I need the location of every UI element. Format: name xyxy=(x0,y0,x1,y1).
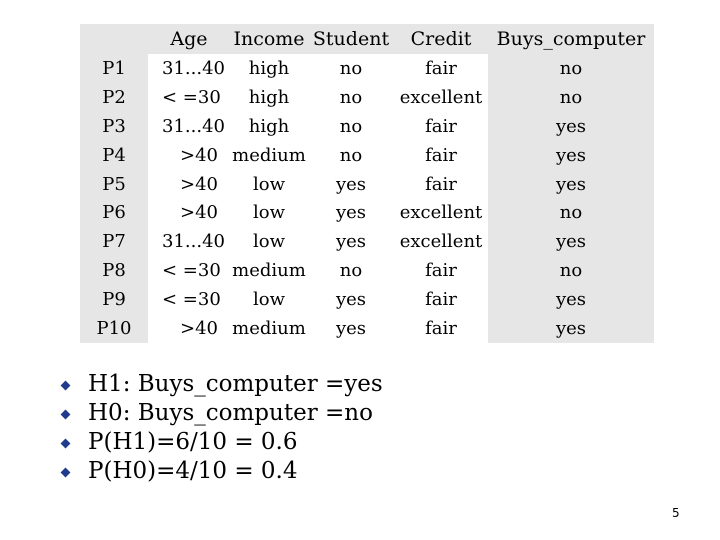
header-income: Income xyxy=(230,24,308,54)
page-number: 5 xyxy=(672,506,680,520)
cell-student: no xyxy=(339,57,363,79)
buys-computer-table xyxy=(80,24,654,343)
cell-student: no xyxy=(339,115,363,137)
cell-student: no xyxy=(339,144,363,166)
cell-buys-computer: yes xyxy=(488,285,654,314)
cell-age: < =30 xyxy=(162,86,221,108)
cell-credit: fair xyxy=(425,144,457,166)
cell-buys-computer: yes xyxy=(488,141,654,170)
cell-id: P4 xyxy=(80,141,148,170)
hypothesis-list xyxy=(62,370,383,486)
cell-credit: fair xyxy=(425,57,457,79)
cell-student: no xyxy=(339,260,363,282)
cell-student: yes xyxy=(335,231,367,253)
cell-buys-computer: yes xyxy=(488,112,654,141)
cell-buys-computer: yes xyxy=(488,227,654,256)
cell-age: >40 xyxy=(180,144,218,166)
table-row xyxy=(80,170,654,199)
header-age: Age xyxy=(148,24,230,54)
cell-buys-computer: yes xyxy=(488,314,654,343)
cell-credit: fair xyxy=(425,289,457,311)
cell-id: P8 xyxy=(80,256,148,285)
table-row xyxy=(80,256,654,285)
cell-id: P1 xyxy=(80,54,148,83)
cell-credit: excellent xyxy=(399,202,483,224)
cell-student: no xyxy=(339,86,363,108)
diamond-bullet-icon xyxy=(61,468,71,478)
table-row xyxy=(80,314,654,343)
cell-id: P7 xyxy=(80,227,148,256)
cell-age: >40 xyxy=(180,173,218,195)
cell-buys-computer: no xyxy=(488,83,654,112)
cell-id: P2 xyxy=(80,83,148,112)
cell-id: P6 xyxy=(80,198,148,227)
cell-age: < =30 xyxy=(162,289,221,311)
cell-buys-computer: no xyxy=(488,198,654,227)
cell-credit: fair xyxy=(425,317,457,339)
diamond-bullet-icon xyxy=(61,381,71,391)
list-item xyxy=(62,399,383,428)
bullet-text: P(H1)=6/10 = 0.6 xyxy=(88,429,298,455)
cell-credit: fair xyxy=(425,173,457,195)
table-row xyxy=(80,54,654,83)
cell-id: P5 xyxy=(80,170,148,199)
cell-income: medium xyxy=(232,260,306,282)
bullet-text: P(H0)=4/10 = 0.4 xyxy=(88,458,298,484)
cell-income: high xyxy=(248,57,290,79)
cell-income: low xyxy=(252,289,285,311)
table-header-row xyxy=(80,24,654,54)
cell-credit: excellent xyxy=(399,86,483,108)
cell-income: medium xyxy=(232,317,306,339)
cell-student: yes xyxy=(335,173,367,195)
header-student: Student xyxy=(308,24,394,54)
cell-student: yes xyxy=(335,289,367,311)
cell-income: low xyxy=(252,173,285,195)
list-item xyxy=(62,428,383,457)
list-item xyxy=(62,457,383,486)
cell-age: >40 xyxy=(180,317,218,339)
bullet-text: H0: Buys_computer =no xyxy=(88,400,373,426)
bullet-text: H1: Buys_computer =yes xyxy=(88,371,383,397)
cell-income: low xyxy=(252,202,285,224)
cell-id: P9 xyxy=(80,285,148,314)
list-item xyxy=(62,370,383,399)
cell-id: P3 xyxy=(80,112,148,141)
table-row xyxy=(80,285,654,314)
cell-age: < =30 xyxy=(162,260,221,282)
cell-age: >40 xyxy=(180,202,218,224)
cell-buys-computer: no xyxy=(488,54,654,83)
diamond-bullet-icon xyxy=(61,410,71,420)
header-id xyxy=(80,24,148,54)
cell-buys-computer: yes xyxy=(488,170,654,199)
table-row xyxy=(80,83,654,112)
cell-student: yes xyxy=(335,317,367,339)
cell-credit: fair xyxy=(425,260,457,282)
diamond-bullet-icon xyxy=(61,439,71,449)
header-credit: Credit xyxy=(394,24,488,54)
table-row xyxy=(80,112,654,141)
cell-income: high xyxy=(248,86,290,108)
cell-student: yes xyxy=(335,202,367,224)
cell-age: 31...40 xyxy=(162,115,225,137)
cell-income: medium xyxy=(232,144,306,166)
cell-credit: excellent xyxy=(399,231,483,253)
cell-id: P10 xyxy=(80,314,148,343)
table-row xyxy=(80,227,654,256)
cell-age: 31...40 xyxy=(162,231,225,253)
header-buys-computer: Buys_computer xyxy=(488,24,654,54)
cell-age: 31...40 xyxy=(162,57,225,79)
table-row xyxy=(80,141,654,170)
table-row xyxy=(80,198,654,227)
cell-credit: fair xyxy=(425,115,457,137)
cell-income: high xyxy=(248,115,290,137)
cell-buys-computer: no xyxy=(488,256,654,285)
cell-income: low xyxy=(252,231,285,253)
